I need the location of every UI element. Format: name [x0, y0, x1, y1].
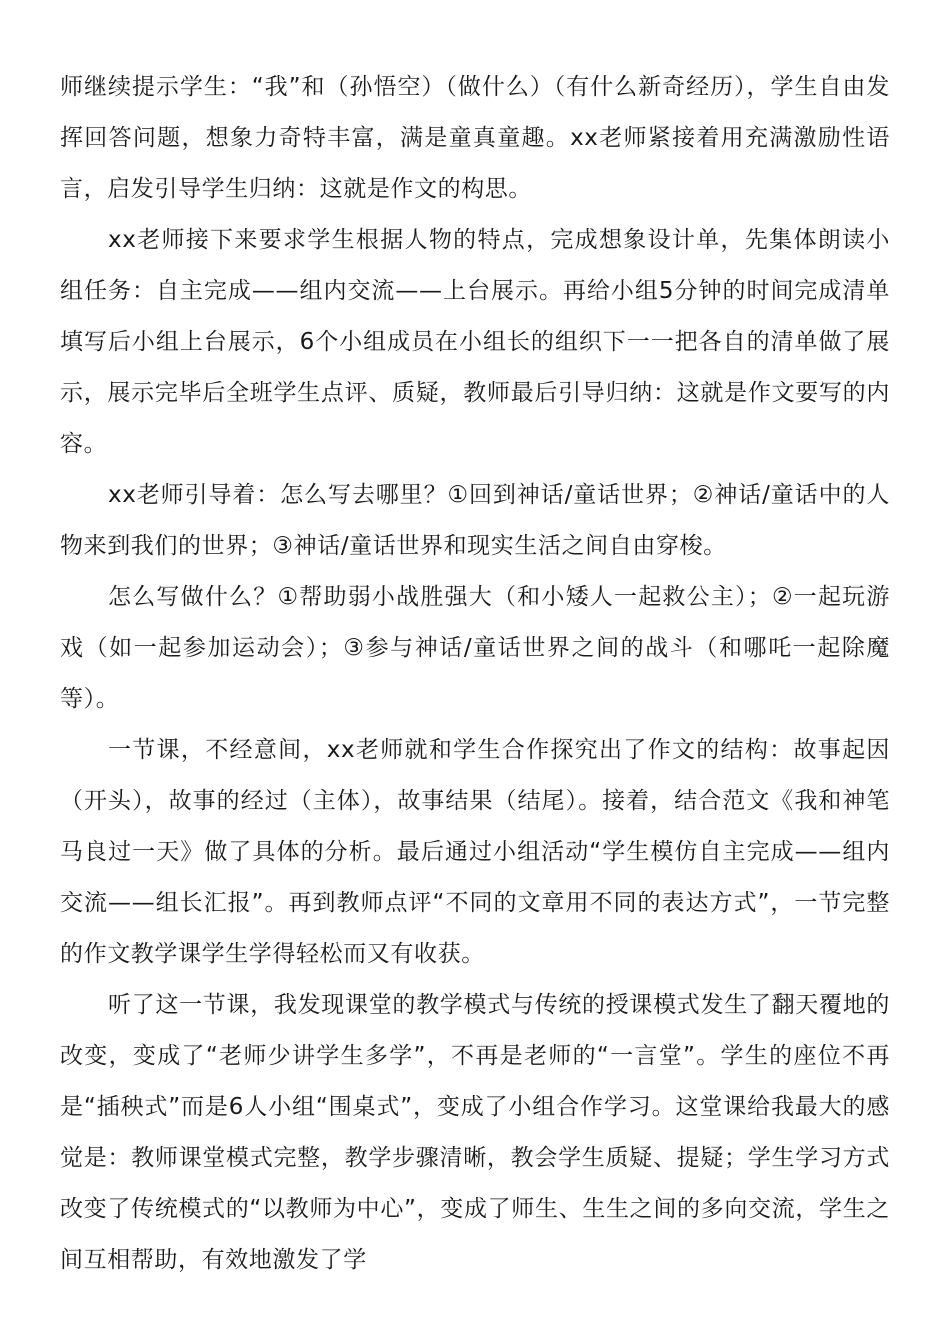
paragraph-5: 一节课，不经意间，xx老师就和学生合作探究出了作文的结构：故事起因（开头），故事的经过（主体），故事结果（结尾）。接着，结合范文《我和神笔马良过一天》做了具体的分析。最后通过小组活动“学生模仿自主完成——组内交流——组长汇报”。再到教师点评“不同的文章用不同的表达方式”，一节完整的作文教学课学生学得轻松而又有收获。 — [60, 737, 890, 967]
paragraph-1: 师继续提示学生：“我”和（孙悟空）（做什么）（有什么新奇经历），学生自由发挥回答问题，想象力奇特丰富，满是童真童趣。xx老师紧接着用充满激励性语言，启发引导学生归纳：这就是作文的构思。 — [60, 74, 890, 202]
paragraph-6: 听了这一节课，我发现课堂的教学模式与传统的授课模式发生了翻天覆地的改变，变成了“老师少讲学生多学”，不再是老师的“一言堂”。学生的座位不再是“插秧式”而是6人小组“围桌式”，变成了小组合作学习。这堂课给我最大的感觉是：教师课堂模式完整，教学步骤清晰，教会学生质疑、提疑；学生学习方式改变了传统模式的“以教师为中心”，变成了师生、生生之间的多向交流，学生之间互相帮助，有效地激发了学 — [60, 992, 890, 1273]
paragraph-4: 怎么写做什么？①帮助弱小战胜强大（和小矮人一起救公主）；②一起玩游戏（如一起参加运动会）；③参与神话/童话世界之间的战斗（和哪吒一起除魔等）。 — [60, 584, 890, 712]
paragraph-2: xx老师接下来要求学生根据人物的特点，完成想象设计单，先集体朗读小组任务：自主完成——组内交流——上台展示。再给小组5分钟的时间完成清单填写后小组上台展示，6个小组成员在小组长的组织下一一把各自的清单做了展示，展示完毕后全班学生点评、质疑，教师最后引导归纳：这就是作文要写的内容。 — [60, 227, 890, 457]
document-page — [60, 62, 890, 1286]
paragraph-3: xx老师引导着：怎么写去哪里？①回到神话/童话世界；②神话/童话中的人物来到我们的世界；③神话/童话世界和现实生活之间自由穿梭。 — [60, 482, 890, 559]
